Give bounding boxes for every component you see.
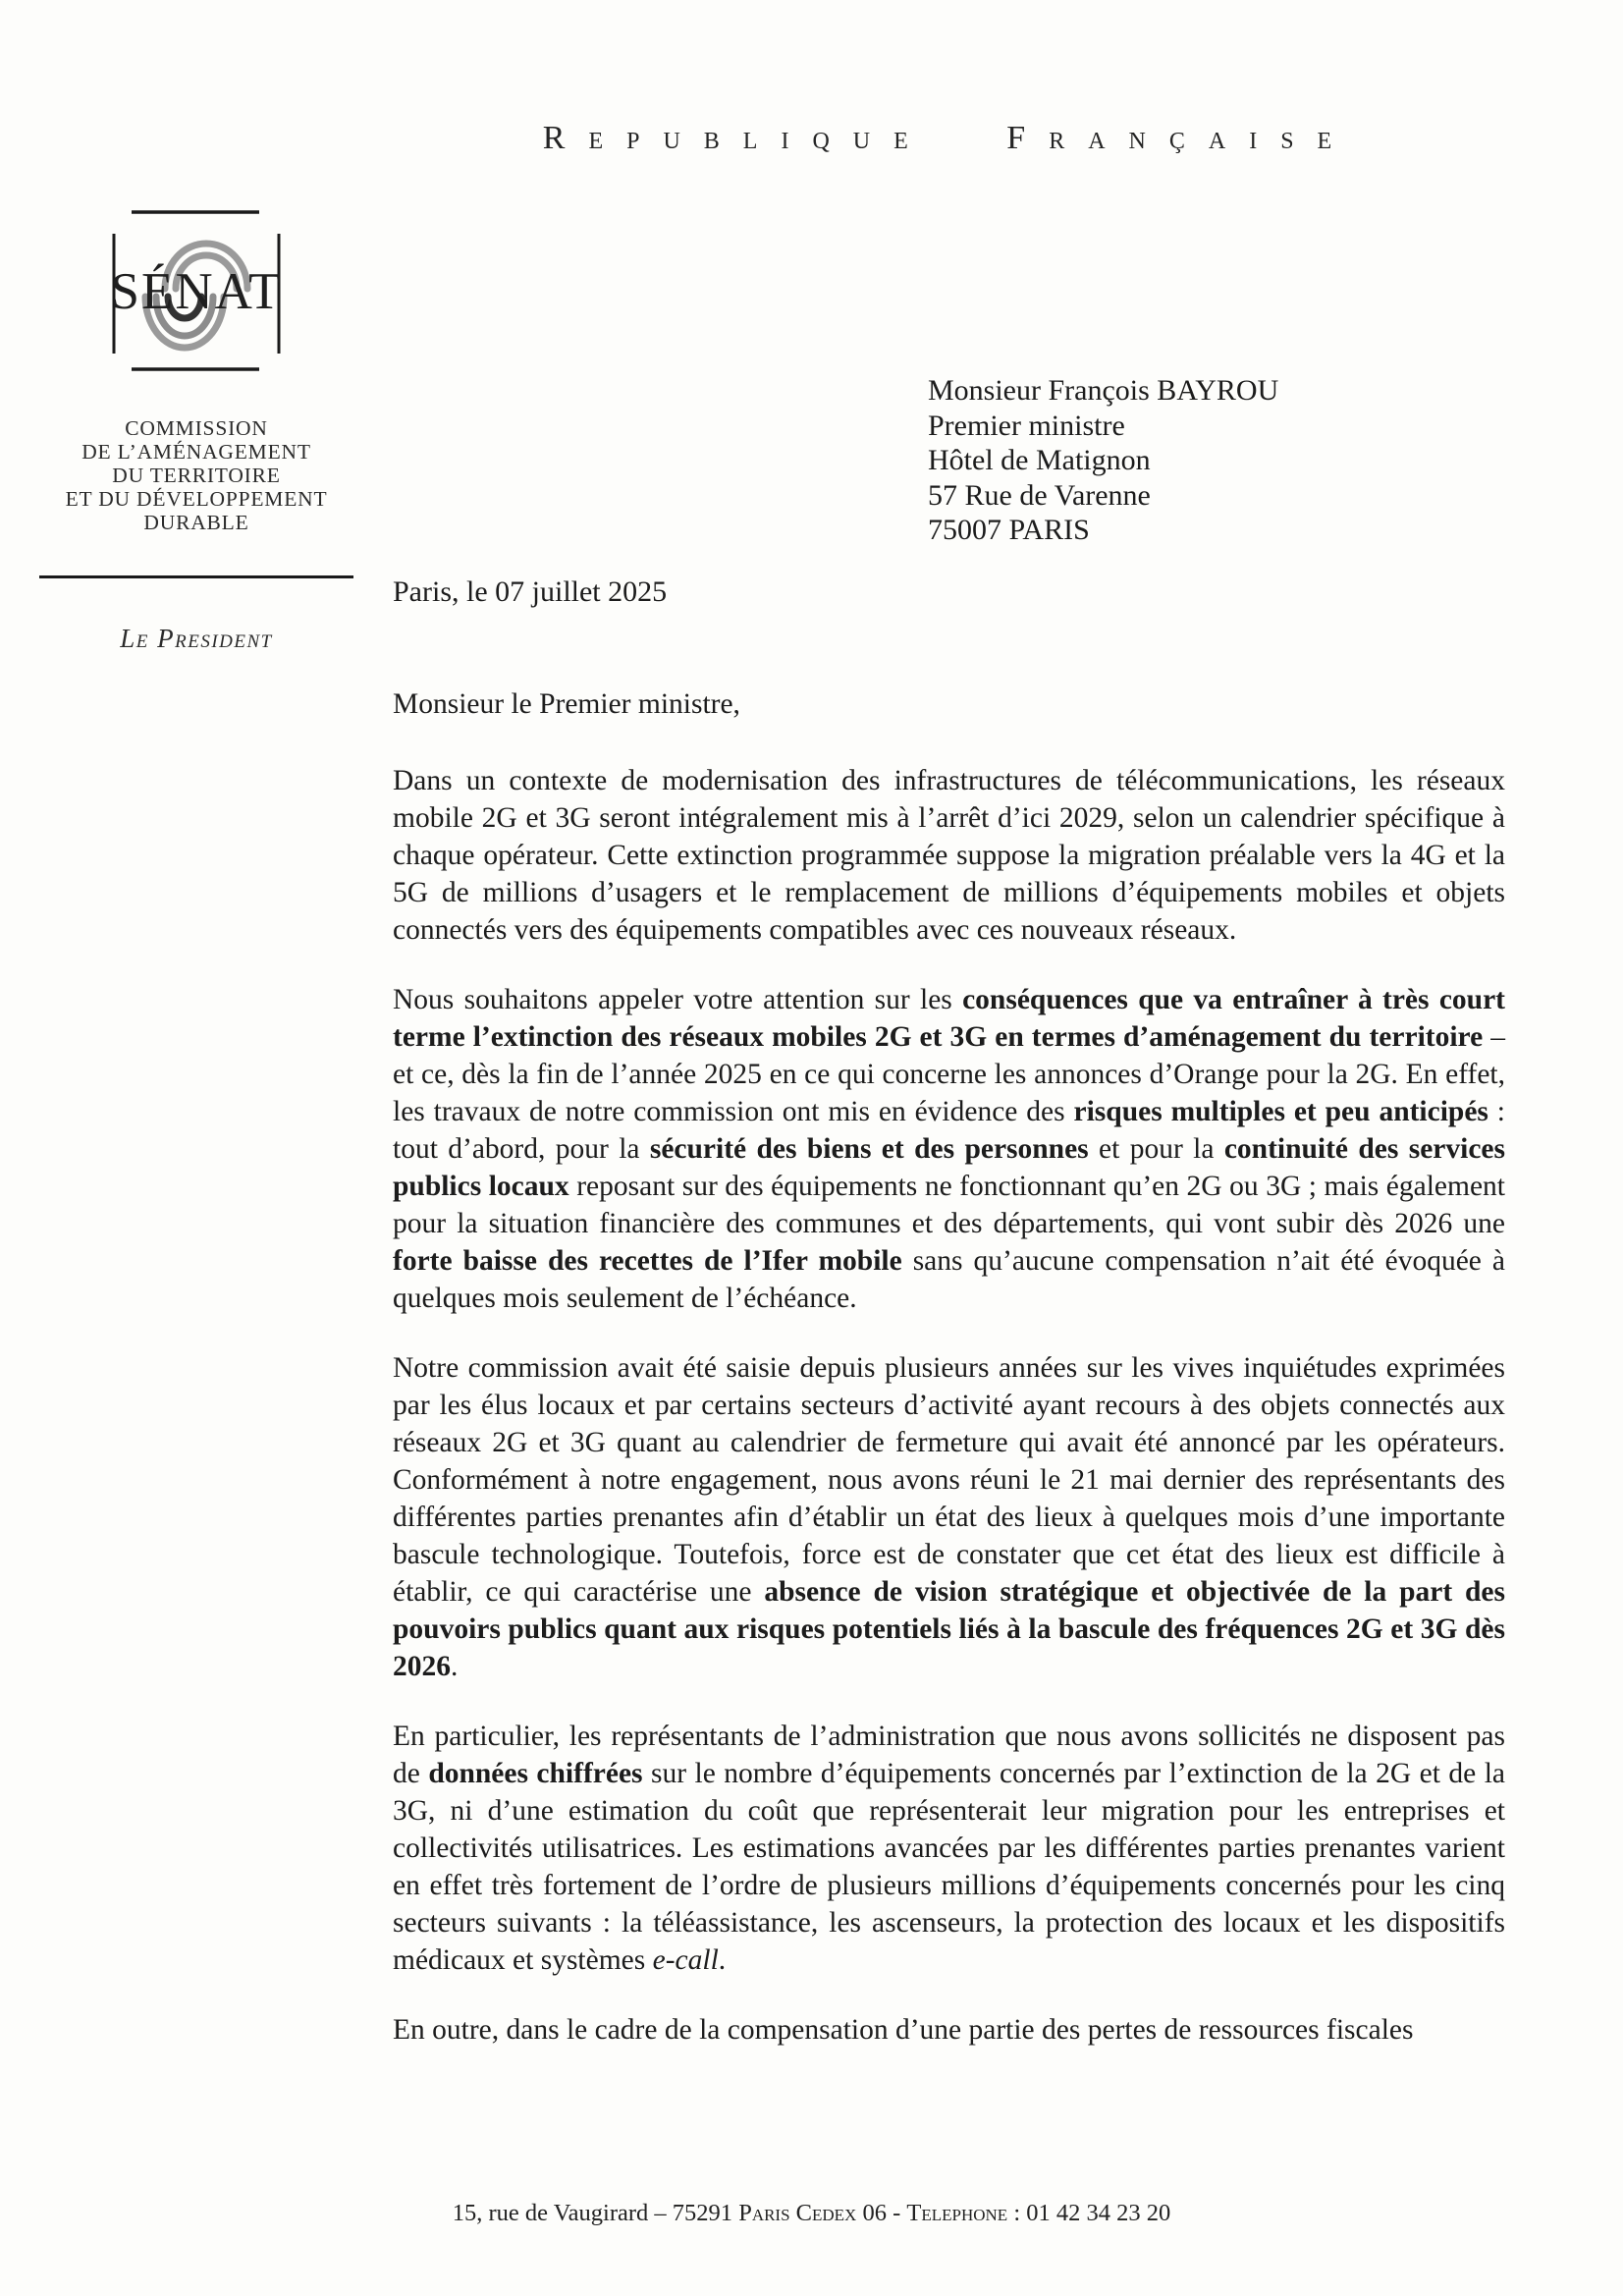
text-run: Nous souhaitons appeler votre attention sur les: [393, 984, 963, 1015]
text-run: En outre, dans le cadre de la compensation d’une partie des pertes de ressources fiscales: [393, 2014, 1414, 2046]
text-run: reposant sur des équipements ne fonctionnant qu’en 2G ou 3G ; mais également pour la situation financière des communes et des départements, qui vont subir dès 2026 une: [393, 1171, 1505, 1239]
recipient-line: Monsieur François BAYROU: [928, 374, 1279, 407]
text-run: continuité des services publics locaux: [393, 1133, 1506, 1202]
text-run: Paris Cedex: [738, 2200, 857, 2226]
republic-title: Republique Française: [542, 120, 1356, 156]
text-run: forte baisse des recettes de l’Ifer mobile: [393, 1245, 902, 1277]
letterhead: [39, 206, 353, 654]
text-run: .: [718, 1944, 727, 1976]
recipient-line: 57 Rue de Varenne: [928, 478, 1151, 512]
commission-line: DU TERRITOIRE: [112, 464, 281, 487]
recipient-line: Premier ministre: [928, 409, 1125, 442]
recipient-line: 75007 PARIS: [928, 514, 1090, 546]
text-run: sur le nombre d’équipements concernés par l’extinction de la 2G et de la 3G, ni d’une estimation du coût que représenterait leur migration pour les entreprises et collectivités utilisatrices. Les estimations avancées par les différentes parties prenantes varient en effet très fortement de l’ordre de plusieurs millions d’équipements concernés pour les cinq secteurs suivants : la téléassistance, les ascenseurs, la protection des locaux et les dispositifs médicaux et systèmes: [393, 1758, 1506, 1976]
commission-line: ET DU DÉVELOPPEMENT: [65, 487, 328, 511]
body-paragraph-4: [393, 1718, 1505, 1979]
text-run: sécurité des biens et des personnes: [649, 1133, 1089, 1165]
commission-name: [39, 416, 353, 534]
text-run: Dans un contexte de modernisation des infrastructures de télécommunications, les réseaux mobile 2G et 3G seront intégralement mis à l’arrêt d’ici 2029, selon un calendrier spécifique à chaque opérateur. Cette extinction programmée suppose la migration préalable vers la 4G et la 5G de millions d’usagers et le remplacement de millions d’équipements mobiles et objets connectés vers des équipements compatibles avec ces nouveaux réseaux.: [393, 765, 1505, 946]
text-run: – et ce, dès la fin de l’année 2025 en ce qui concerne les annonces d’Orange pour la 2G. En effet, les travaux de notre commission ont mis en évidence des: [393, 1021, 1505, 1127]
text-run: données chiffrées: [428, 1758, 643, 1789]
sender-role: Le President: [120, 624, 273, 653]
body-paragraph-1: [393, 762, 1505, 949]
text-run: .: [451, 1651, 459, 1682]
text-run: : tout d’abord, pour la: [393, 1096, 1505, 1165]
logo-wordmark: SÉNAT: [110, 263, 283, 320]
text-run: Telephone: [906, 2200, 1008, 2226]
text-run: sans qu’aucune compensation n’ait été évoquée à quelques mois seulement de l’échéance.: [393, 1245, 1505, 1314]
footer-address: [0, 2200, 1623, 2227]
text-run: Notre commission avait été saisie depuis plusieurs années sur les vives inquiétudes exprimées par les élus locaux et par certains secteurs d’activité ayant recours à des objets connectés aux réseaux 2G et 3G quant au calendrier de fermeture qui avait été annoncé par les opérateurs. Conformément à notre engagement, nous avons réuni le 21 mai dernier des représentants des différentes parties prenantes afin d’établir un état des lieux à quelques mois d’une importante bascule technologique. Toutefois, force est de constater que cet état des lieux est difficile à établir, ce qui caractérise une: [393, 1352, 1505, 1608]
salutation: Monsieur le Premier ministre,: [393, 688, 740, 720]
text-run: : 01 42 34 23 20: [1007, 2200, 1171, 2226]
commission-line: DE L’AMÉNAGEMENT: [81, 440, 311, 464]
text-run: 06 -: [856, 2200, 907, 2226]
commission-line: DURABLE: [143, 511, 249, 534]
recipient-line: Hôtel de Matignon: [928, 444, 1151, 476]
text-run: En particulier, les représentants de l’administration que nous avons sollicités ne disposent pas de: [393, 1721, 1505, 1789]
body-paragraph-5: [393, 2011, 1505, 2049]
commission-line: COMMISSION: [125, 416, 268, 440]
text-run: et pour la: [1088, 1133, 1224, 1165]
text-run: e-call: [652, 1944, 719, 1976]
text-run: absence de vision stratégique et objectivée de la part des pouvoirs publics quant aux risques potentiels liés à la bascule des fréquences 2G et 3G dès 2026: [393, 1576, 1505, 1682]
text-run: 15, rue de Vaugirard – 75291: [452, 2200, 739, 2226]
letterhead-divider: [39, 575, 353, 578]
letter-body: [393, 685, 1505, 2081]
recipient-address: [928, 373, 1278, 548]
body-paragraph-3: [393, 1349, 1505, 1685]
dateline: Paris, le 07 juillet 2025: [393, 575, 668, 608]
text-run: risques multiples et peu anticipés: [1073, 1096, 1488, 1127]
body-paragraph-2: [393, 981, 1505, 1317]
senat-logo: [110, 206, 283, 375]
text-run: conséquences que va entraîner à très court terme l’extinction des réseaux mobiles 2G et 3G en termes d’aménagement du territoire: [393, 984, 1505, 1053]
